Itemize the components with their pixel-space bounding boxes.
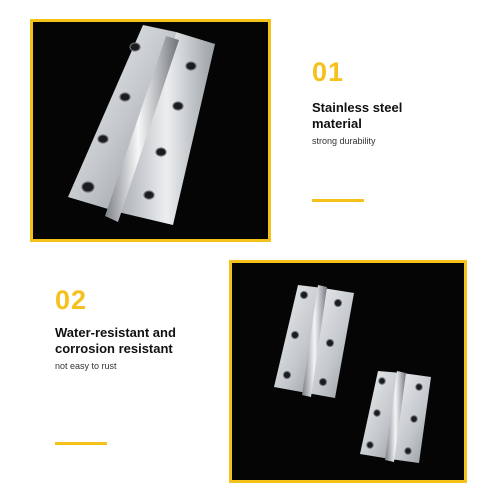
accent-divider-2 bbox=[55, 442, 107, 445]
feature-title-1-line1: Stainless steel bbox=[312, 100, 403, 115]
feature-title-1 bbox=[312, 100, 452, 132]
feature-title-2-line2: corrosion resistant bbox=[55, 341, 173, 356]
feature-description-1: strong durability bbox=[312, 136, 376, 146]
accent-divider-1 bbox=[312, 199, 364, 202]
hinge-photo-2 bbox=[229, 260, 467, 483]
feature-title-2 bbox=[55, 325, 215, 357]
feature-number-02: 02 bbox=[55, 285, 88, 315]
feature-number-01: 01 bbox=[312, 57, 345, 87]
hinge-photo-1 bbox=[30, 19, 271, 242]
feature-title-2-line1: Water-resistant and bbox=[55, 325, 176, 340]
feature-description-2: not easy to rust bbox=[55, 361, 117, 371]
two-hinges-image bbox=[232, 263, 464, 480]
large-hinge-image bbox=[33, 22, 268, 239]
feature-title-1-line2: material bbox=[312, 116, 362, 131]
